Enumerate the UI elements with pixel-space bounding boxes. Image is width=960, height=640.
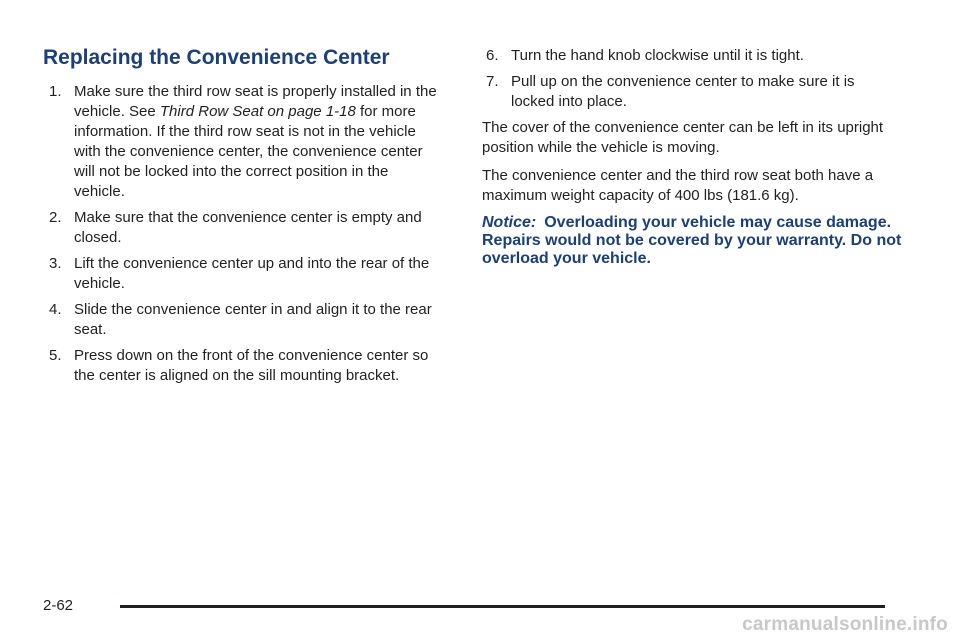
step-item <box>43 300 443 340</box>
step-item <box>43 82 443 202</box>
step-number: 5. <box>49 347 62 364</box>
step-text: Press down on the front of the convenience center so the center is aligned on the sill mounting bracket. <box>74 347 429 384</box>
step-item <box>482 46 902 66</box>
step-text: Make sure the third row seat is properly installed in the vehicle. See <box>74 83 437 120</box>
notice-text: Overloading your vehicle may cause damage. Repairs would not be covered by your warranty. Do not overload your vehicle. <box>482 214 902 267</box>
left-column <box>43 44 443 392</box>
step-number: 1. <box>49 83 62 100</box>
footer-divider <box>120 605 885 608</box>
watermark: carmanualsonline.info <box>742 614 948 635</box>
step-text: Pull up on the convenience center to make sure it is locked into place. <box>511 73 855 110</box>
notice-label: Notice: <box>482 214 537 231</box>
step-text: Turn the hand knob clockwise until it is tight. <box>511 47 804 64</box>
step-text: Make sure that the convenience center is empty and closed. <box>74 209 422 246</box>
step-item <box>43 208 443 248</box>
step-number: 7. <box>486 73 499 90</box>
step-text: for more information. If the third row seat is not in the vehicle with the convenience center, the convenience center will not be locked into the correct position in the vehicle. <box>74 103 423 200</box>
step-number: 4. <box>49 301 62 318</box>
step-text: Lift the convenience center up and into the rear of the vehicle. <box>74 255 430 292</box>
steps-list-right <box>482 46 902 112</box>
steps-list-left <box>43 82 443 386</box>
step-text: Slide the convenience center in and align it to the rear seat. <box>74 301 432 338</box>
step-number: 3. <box>49 255 62 272</box>
step-item <box>43 254 443 294</box>
page-number: 2-62 <box>43 597 74 614</box>
page-reference-link[interactable]: Third Row Seat on page 1-18 <box>159 103 356 120</box>
body-paragraph: The cover of the convenience center can be left in its upright position while the vehicle is moving. <box>482 119 884 156</box>
body-paragraph: The convenience center and the third row seat both have a maximum weight capacity of 400 lbs (181.6 kg). <box>482 167 874 204</box>
step-number: 2. <box>49 209 62 226</box>
step-item <box>43 346 443 386</box>
right-column <box>482 44 902 268</box>
section-title: Replacing the Convenience Center <box>43 46 390 69</box>
notice-block <box>482 214 902 268</box>
step-number: 6. <box>486 47 499 64</box>
step-item <box>482 72 902 112</box>
